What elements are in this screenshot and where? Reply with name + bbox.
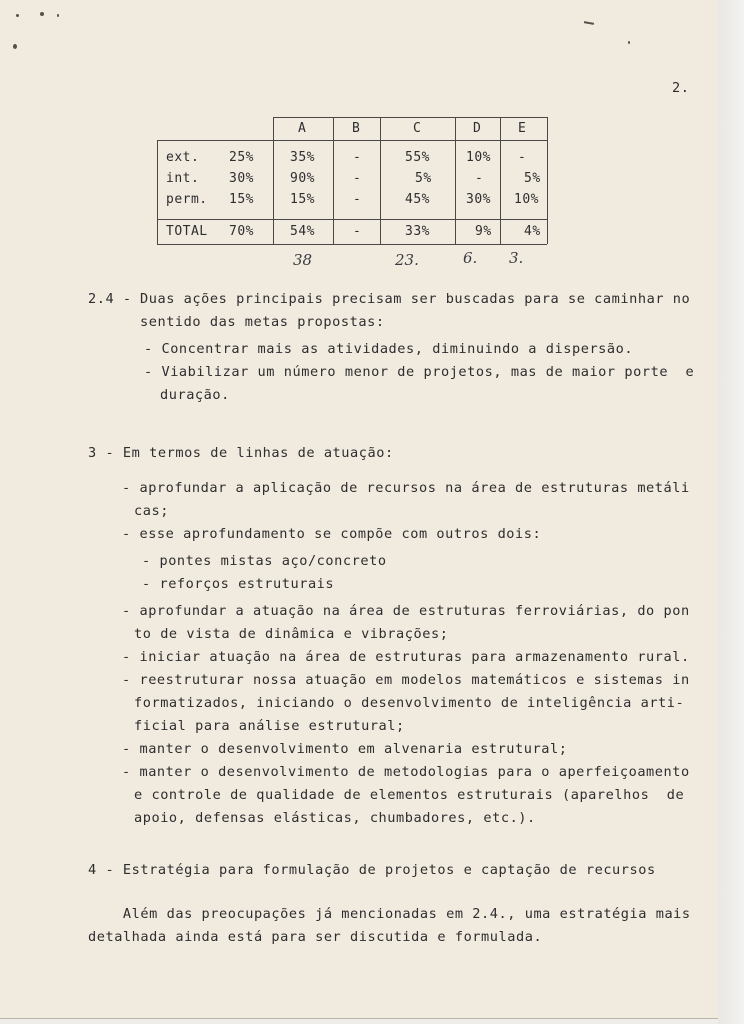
list-item-cont: ficial para análise estrutural; [134,718,405,734]
handwritten-total: 3. [509,249,524,267]
handwritten-total: 23. [395,251,419,269]
table-cell: 55% [405,150,430,165]
table-border [157,244,547,245]
row-weight: 30% [229,171,254,186]
table-cell: - [475,171,484,186]
page-number: 2. [672,80,690,96]
list-item-cont: e controle de qualidade de elementos estruturais (aparelhos de [134,787,685,803]
total-cell: 9% [475,224,492,239]
table-border [273,117,274,244]
table-cell: 30% [466,192,491,207]
list-item: - aprofundar a atuação na área de estruturas ferroviárias, do pon [122,603,690,619]
list-item-cont: apoio, defensas elásticas, chumbadores, etc.). [134,810,536,826]
table-cell: 5% [415,171,432,186]
row-label: ext. [166,150,200,165]
table-cell: 45% [405,192,430,207]
table-cell: 10% [466,150,491,165]
table-header-b: B [352,121,361,136]
scan-speck [13,44,17,49]
table-header-a: A [298,121,307,136]
table-header-c: C [413,121,422,136]
row-label: int. [166,171,200,186]
list-item-cont: cas; [134,503,169,519]
table-header-d: D [473,121,482,136]
handwritten-total: 38 [293,251,313,269]
total-cell: 4% [524,224,541,239]
section-heading: 4 - Estratégia para formulação de projetos e captação de recursos [88,862,656,878]
list-item: - esse aprofundamento se compõe com outros dois: [122,526,542,542]
total-cell: 54% [290,224,315,239]
list-item: - manter o desenvolvimento em alvenaria estrutural; [122,741,568,757]
table-cell: 10% [514,192,539,207]
list-item: - iniciar atuação na área de estruturas para armazenamento rural. [122,649,690,665]
list-item: - reestruturar nossa atuação em modelos matemáticos e sistemas in [122,672,690,688]
table-cell: - [518,150,527,165]
list-item: - Concentrar mais as atividades, diminuindo a dispersão. [144,341,634,357]
scan-edge [718,0,744,1024]
table-cell: 35% [290,150,315,165]
list-item: - aprofundar a aplicação de recursos na área de estruturas metáli [122,480,690,496]
table-cell: 90% [290,171,315,186]
total-weight: 70% [229,224,254,239]
table-border [380,117,381,244]
paragraph-line: sentido das metas propostas: [140,314,385,330]
list-item: - manter o desenvolvimento de metodologias para o aperfeiçoamento [122,764,690,780]
table-cell: - [353,171,362,186]
table-cell: - [353,192,362,207]
section-heading: 3 - Em termos de linhas de atuação: [88,445,394,461]
paragraph-line: detalhada ainda está para ser discutida e formulada. [88,929,543,945]
table-border [500,117,501,244]
list-item-cont: formatizados, iniciando o desenvolvimento de inteligência arti- [134,695,685,711]
total-cell: 33% [405,224,430,239]
sub-list-item: - pontes mistas aço/concreto [142,553,387,569]
table-cell: - [353,150,362,165]
section-number: 2.4 - [88,291,132,307]
total-cell: - [353,224,362,239]
table-header-e: E [518,121,527,136]
list-item: - Viabilizar um número menor de projetos, mas de maior porte e [144,364,695,380]
list-item-cont: to de vista de dinâmica e vibrações; [134,626,449,642]
sub-list-item: - reforços estruturais [142,576,335,592]
row-weight: 25% [229,150,254,165]
scan-speck [628,41,630,44]
handwritten-total: 6. [463,249,478,267]
total-label: TOTAL [166,224,208,239]
table-border [157,140,547,141]
scan-speck [57,14,59,17]
list-item-cont: duração. [160,387,230,403]
table-border [157,219,547,220]
row-label: perm. [166,192,208,207]
paragraph-line: Além das preocupações já mencionadas em 2.4., uma estratégia mais [88,906,691,922]
scan-speck [40,12,44,16]
scan-speck [16,14,19,17]
row-weight: 15% [229,192,254,207]
table-border [333,117,334,244]
paragraph-line: Duas ações principais precisam ser buscadas para se caminhar no [140,291,691,307]
table-cell: 5% [524,171,541,186]
table-border [455,117,456,244]
table-cell: 15% [290,192,315,207]
table-border [157,140,158,244]
table-border [273,117,547,118]
table-border [547,117,548,244]
